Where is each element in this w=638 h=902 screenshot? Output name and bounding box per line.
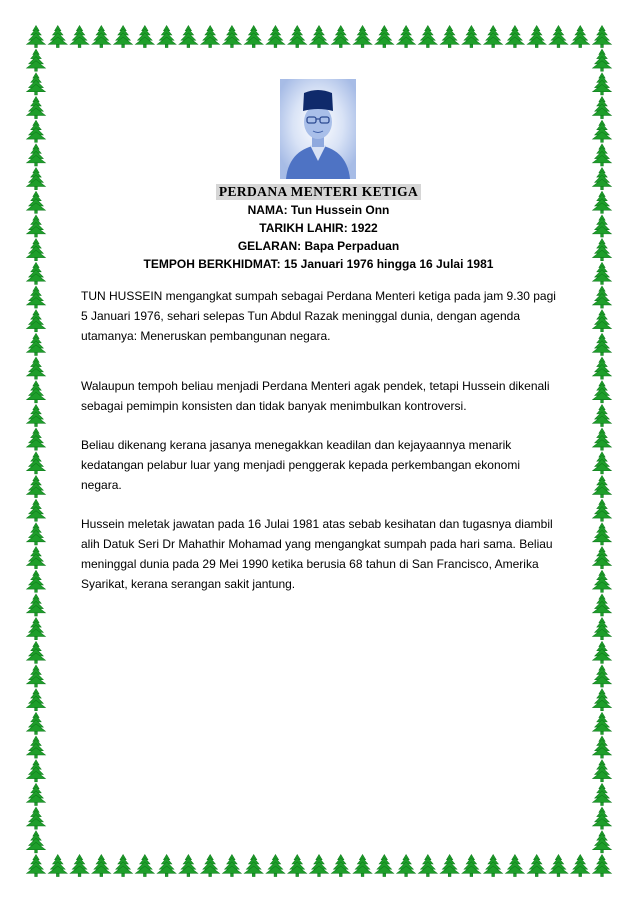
tree-icon [440, 26, 459, 48]
page-title: PERDANA MENTERI KETIGA [216, 184, 421, 200]
portrait-photo [280, 79, 356, 179]
tree-icon [505, 26, 524, 48]
tree-icon [353, 855, 372, 877]
tree-icon [593, 499, 612, 521]
tree-icon [48, 855, 67, 877]
tree-icon [288, 855, 307, 877]
info-birth-year: TARIKH LAHIR: 1922 [259, 221, 378, 235]
tree-icon [593, 26, 612, 48]
tree-icon [397, 855, 416, 877]
tree-icon [310, 855, 329, 877]
tree-icon [593, 262, 612, 284]
tree-icon [27, 783, 46, 805]
tree-icon [288, 26, 307, 48]
tree-icon [27, 310, 46, 332]
tree-icon [27, 381, 46, 403]
info-title: GELARAN: Bapa Perpaduan [237, 239, 400, 253]
tree-icon [27, 262, 46, 284]
tree-icon [571, 855, 590, 877]
tree-icon [27, 831, 46, 853]
tree-icon [266, 855, 285, 877]
tree-icon [375, 855, 394, 877]
tree-icon [593, 831, 612, 853]
tree-icon [593, 547, 612, 569]
tree-icon [70, 855, 89, 877]
tree-icon [27, 570, 46, 592]
tree-icon [27, 452, 46, 474]
tree-icon [593, 286, 612, 308]
tree-icon [27, 499, 46, 521]
paragraph-2: Walaupun tempoh beliau menjadi Perdana Menteri agak pendek, tetapi Hussein dikenali sebagai pemimpin konsisten dan tidak banyak menimbulkan kontroversi. [81, 379, 550, 413]
tree-icon [27, 239, 46, 261]
tree-icon [27, 760, 46, 782]
tree-icon [593, 428, 612, 450]
tree-icon [418, 855, 437, 877]
tree-icon [27, 428, 46, 450]
tree-icon [593, 357, 612, 379]
tree-icon [157, 855, 176, 877]
tree-icon [222, 26, 241, 48]
tree-icon [135, 855, 154, 877]
tree-icon [27, 404, 46, 426]
tree-icon [593, 783, 612, 805]
tree-icon [375, 26, 394, 48]
tree-icon [157, 26, 176, 48]
tree-icon [593, 404, 612, 426]
tree-icon [593, 191, 612, 213]
tree-icon [593, 73, 612, 95]
tree-icon [27, 215, 46, 237]
tree-icon [27, 144, 46, 166]
tree-icon [92, 855, 111, 877]
tree-icon [593, 712, 612, 734]
tree-icon [48, 26, 67, 48]
tree-icon [462, 26, 481, 48]
tree-icon [593, 594, 612, 616]
tree-icon [70, 26, 89, 48]
tree-icon [135, 26, 154, 48]
tree-icon [593, 381, 612, 403]
tree-icon [593, 239, 612, 261]
tree-icon [27, 547, 46, 569]
tree-icon [92, 26, 111, 48]
tree-icon [27, 357, 46, 379]
tree-icon [593, 476, 612, 498]
biography-text [81, 286, 563, 613]
tree-icon [505, 855, 524, 877]
tree-icon [593, 689, 612, 711]
tree-icon [593, 618, 612, 640]
tree-icon [114, 26, 133, 48]
tree-icon [27, 26, 46, 48]
tree-icon [549, 26, 568, 48]
tree-icon [593, 215, 612, 237]
tree-icon [27, 97, 46, 119]
tree-icon [27, 523, 46, 545]
tree-icon [571, 26, 590, 48]
tree-icon [593, 310, 612, 332]
tree-icon [27, 49, 46, 71]
tree-icon [244, 26, 263, 48]
tree-icon [331, 855, 350, 877]
tree-icon [27, 807, 46, 829]
tree-icon [527, 26, 546, 48]
tree-icon [27, 476, 46, 498]
tree-icon [593, 120, 612, 142]
tree-icon [27, 168, 46, 190]
tree-icon [27, 333, 46, 355]
tree-icon [549, 855, 568, 877]
tree-icon [27, 665, 46, 687]
tree-icon [440, 855, 459, 877]
tree-icon [310, 26, 329, 48]
tree-icon [331, 26, 350, 48]
tree-icon [484, 855, 503, 877]
tree-icon [593, 736, 612, 758]
tree-icon [27, 191, 46, 213]
tree-icon [593, 168, 612, 190]
tree-icon [27, 286, 46, 308]
tree-icon [266, 26, 285, 48]
tree-icon [27, 855, 46, 877]
tree-icon [179, 26, 198, 48]
tree-icon [462, 855, 481, 877]
tree-icon [593, 523, 612, 545]
info-service-period: TEMPOH BERKHIDMAT: 15 Januari 1976 hingga 16 Julai 1981 [143, 257, 494, 271]
tree-icon [27, 641, 46, 663]
tree-icon [593, 49, 612, 71]
tree-icon [201, 855, 220, 877]
paragraph-4: Hussein meletak jawatan pada 16 Julai 1981 atas sebab kesihatan dan tugasnya diambil alih Datuk Seri Dr Mahathir Mohamad yang mengangkat sumpah pada hari sama. Beliau meninggal dunia pada 29 Mei 1990 ketika berusia 68 tahun di San Francisco, Amerika Syarikat, kerana serangan sakit jantung. [81, 517, 553, 591]
tree-icon [27, 594, 46, 616]
tree-icon [27, 618, 46, 640]
tree-icon [593, 144, 612, 166]
tree-icon [179, 855, 198, 877]
tree-icon [114, 855, 133, 877]
tree-icon [222, 855, 241, 877]
tree-icon [593, 570, 612, 592]
paragraph-3: Beliau dikenang kerana jasanya menegakkan keadilan dan kejayaannya menarik kedatangan pelabur luar yang menjadi penggerak kepada perkembangan ekonomi negara. [81, 438, 520, 492]
tree-icon [418, 26, 437, 48]
tree-icon [593, 807, 612, 829]
tree-icon [593, 641, 612, 663]
tree-icon [244, 855, 263, 877]
tree-icon [593, 97, 612, 119]
tree-icon [484, 26, 503, 48]
tree-icon [27, 712, 46, 734]
tree-icon [593, 760, 612, 782]
tree-icon [27, 736, 46, 758]
tree-icon [593, 452, 612, 474]
profile-header [70, 183, 567, 273]
tree-icon [353, 26, 372, 48]
tree-icon [397, 26, 416, 48]
paragraph-1: TUN HUSSEIN mengangkat sumpah sebagai Perdana Menteri ketiga pada jam 9.30 pagi 5 Januari 1976, sehari selepas Tun Abdul Razak meninggal dunia, dengan agenda utamanya: Meneruskan pembangunan negara. [81, 289, 556, 343]
tree-icon [527, 855, 546, 877]
tree-icon [27, 689, 46, 711]
tree-icon [593, 855, 612, 877]
tree-icon [593, 333, 612, 355]
tree-icon [593, 665, 612, 687]
info-name: NAMA: Tun Hussein Onn [247, 203, 390, 217]
tree-icon [27, 73, 46, 95]
tree-icon [27, 120, 46, 142]
tree-icon [201, 26, 220, 48]
